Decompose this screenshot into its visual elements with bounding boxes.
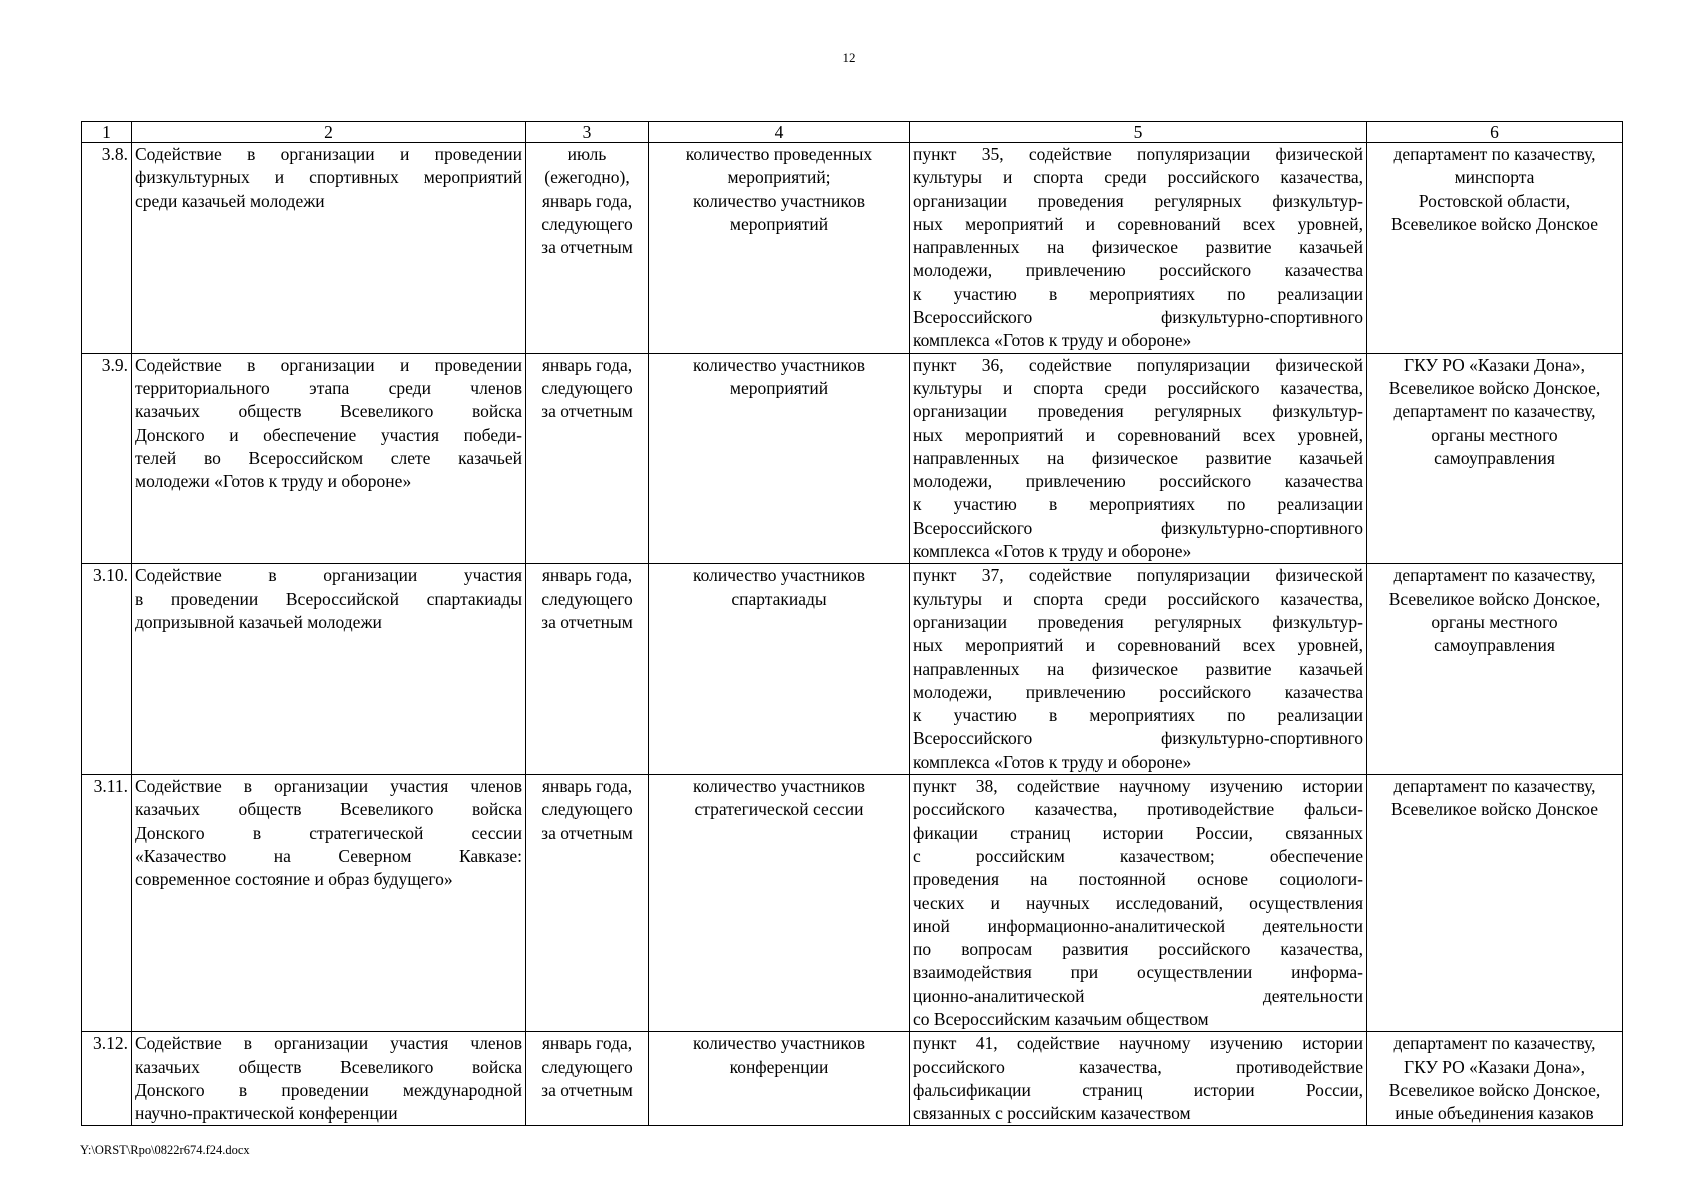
text-line: направленных на физическое развитие казачьей	[913, 237, 1363, 258]
responsible-cell	[1367, 143, 1623, 354]
text-line: молодежи, привлечению российского казачества	[913, 260, 1363, 281]
text-line: среди казачьей молодежи	[135, 190, 325, 211]
table-row	[82, 353, 1623, 564]
text-line: в проведении Всероссийской спартакиады	[135, 588, 522, 609]
table-row	[82, 143, 1623, 354]
text-line: январь года,	[541, 776, 633, 797]
text-line: департамент по казачеству,	[1393, 1033, 1596, 1054]
text-line: Всевеликое войско Донское,	[1388, 1079, 1601, 1100]
text-line: спартакиады	[731, 588, 827, 609]
text-line: к участию в мероприятиях по реализации	[913, 283, 1363, 304]
text-line: казачьих обществ Всевеликого войска	[135, 799, 522, 820]
file-path-footer: Y:\ORST\Rpo\0822r674.f24.docx	[80, 1143, 250, 1157]
text-line: Содействие в организации и проведении	[135, 144, 522, 164]
text-line: за отчетным	[541, 237, 633, 258]
basis-cell	[910, 775, 1367, 1032]
text-line: фикации страниц истории России, связанных	[913, 822, 1363, 843]
text-line: январь года,	[541, 354, 633, 375]
text-line: количество участников	[692, 565, 865, 586]
text-line: фальсификации страниц истории России,	[913, 1079, 1363, 1100]
text-line: Всероссийского физкультурно-спортивного	[913, 517, 1363, 538]
indicator-cell	[649, 353, 910, 564]
text-line: ционно-аналитической деятельности	[913, 985, 1363, 1006]
text-line: январь года,	[541, 565, 633, 586]
text-line: количество участников	[692, 776, 865, 797]
text-line: российского казачества, противодействие	[913, 1056, 1363, 1077]
text-line: иной информационно-аналитической деятельности	[913, 915, 1363, 936]
text-line: январь года,	[541, 1033, 633, 1054]
text-line: органы местного	[1431, 611, 1558, 632]
text-line: Всевеликое войско Донское	[1390, 213, 1599, 234]
table-row	[82, 775, 1623, 1032]
table-row	[82, 1032, 1623, 1126]
activity-cell	[132, 143, 526, 354]
text-line: мероприятий	[729, 213, 829, 234]
activity-cell	[132, 564, 526, 775]
text-line: департамент по казачеству,	[1393, 144, 1596, 164]
text-line: следующего	[541, 1056, 633, 1077]
text-line: к участию в мероприятиях по реализации	[913, 494, 1363, 515]
text-line: со Всероссийским казачьим обществом	[913, 1008, 1209, 1029]
responsible-cell	[1367, 775, 1623, 1032]
text-line: ГКУ РО «Казаки Дона»,	[1404, 354, 1585, 375]
text-line: (ежегодно),	[544, 167, 630, 188]
text-line: комплекса «Готов к труду и обороне»	[913, 751, 1192, 772]
text-line: современное состояние и образ будущего»	[135, 869, 453, 890]
text-line: департамент по казачеству,	[1393, 565, 1596, 586]
text-line: пункт 38, содействие научному изучению истории	[913, 776, 1363, 797]
text-line: департамент по казачеству,	[1393, 776, 1596, 797]
header-cell: 6	[1367, 122, 1623, 143]
text-line: Содействие в организации участия членов	[135, 776, 522, 797]
deadline-cell	[526, 143, 649, 354]
text-line: январь года,	[541, 190, 633, 211]
text-line: направленных на физическое развитие казачьей	[913, 447, 1363, 468]
text-line: культуры и спорта среди российского казачества,	[913, 167, 1363, 188]
text-line: количество проведенных	[685, 144, 873, 164]
activity-cell	[132, 775, 526, 1032]
text-line: ных мероприятий и соревнований всех уровней,	[913, 213, 1363, 234]
text-line: количество участников	[692, 190, 865, 211]
text-line: «Казачество на Северном Кавказе:	[135, 845, 522, 866]
deadline-cell	[526, 564, 649, 775]
text-line: следующего	[541, 799, 633, 820]
text-line: ных мероприятий и соревнований всех уровней,	[913, 424, 1363, 445]
text-line: молодежи «Готов к труду и обороне»	[135, 471, 412, 492]
text-line: ческих и научных исследований, осуществления	[913, 892, 1363, 913]
text-line: стратегической сессии	[694, 799, 864, 820]
page-number: 12	[842, 50, 856, 65]
text-line: направленных на физическое развитие казачьей	[913, 658, 1363, 679]
text-line: количество участников	[692, 354, 865, 375]
text-line: территориального этапа среди членов	[135, 377, 522, 398]
text-line: телей во Всероссийском слете казачьей	[135, 447, 522, 468]
text-line: культуры и спорта среди российского казачества,	[913, 588, 1363, 609]
indicator-cell	[649, 143, 910, 354]
text-line: Всероссийского физкультурно-спортивного	[913, 728, 1363, 749]
basis-cell	[910, 564, 1367, 775]
text-line: молодежи, привлечению российского казачества	[913, 681, 1363, 702]
basis-cell	[910, 143, 1367, 354]
header-cell: 2	[132, 122, 526, 143]
text-line: департамент по казачеству,	[1393, 401, 1596, 422]
text-line: Донского в стратегической сессии	[135, 822, 522, 843]
table-header-row	[82, 122, 1623, 143]
text-line: самоуправления	[1434, 447, 1555, 468]
text-line: ГКУ РО «Казаки Дона»,	[1404, 1056, 1585, 1077]
responsible-cell	[1367, 353, 1623, 564]
text-line: самоуправления	[1434, 635, 1555, 656]
header-cell: 1	[82, 122, 132, 143]
text-line: организации проведения регулярных физкультур-	[913, 611, 1363, 632]
text-line: за отчетным	[541, 822, 633, 843]
text-line: допризывной казачьей молодежи	[135, 611, 382, 632]
text-line: количество участников	[692, 1033, 865, 1054]
basis-cell	[910, 353, 1367, 564]
text-line: за отчетным	[541, 401, 633, 422]
text-line: комплекса «Готов к труду и обороне»	[913, 330, 1192, 351]
text-line: проведения на постоянной основе социологи-	[913, 869, 1363, 890]
text-line: физкультурных и спортивных мероприятий	[135, 167, 522, 188]
row-number: 3.8.	[82, 143, 132, 354]
text-line: культуры и спорта среди российского казачества,	[913, 377, 1363, 398]
text-line: Содействие в организации участия	[135, 565, 522, 586]
text-line: пункт 36, содействие популяризации физической	[913, 354, 1363, 375]
text-line: Всевеликое войско Донское,	[1388, 588, 1601, 609]
header-cell: 4	[649, 122, 910, 143]
indicator-cell	[649, 564, 910, 775]
text-line: органы местного	[1431, 424, 1558, 445]
row-number: 3.10.	[82, 564, 132, 775]
text-line: минспорта	[1454, 167, 1535, 188]
table-row	[82, 564, 1623, 775]
text-line: организации проведения регулярных физкультур-	[913, 401, 1363, 422]
text-line: ных мероприятий и соревнований всех уровней,	[913, 635, 1363, 656]
text-line: научно-практической конференции	[135, 1103, 398, 1124]
text-line: казачьих обществ Всевеликого войска	[135, 401, 522, 422]
text-line: за отчетным	[541, 611, 633, 632]
text-line: к участию в мероприятиях по реализации	[913, 705, 1363, 726]
text-line: связанных с российским казачеством	[913, 1103, 1191, 1124]
text-line: Всевеликое войско Донское	[1390, 799, 1599, 820]
row-number: 3.9.	[82, 353, 132, 564]
text-line: казачьих обществ Всевеликого войска	[135, 1056, 522, 1077]
deadline-cell	[526, 353, 649, 564]
text-line: взаимодействия при осуществлении информа-	[913, 962, 1363, 983]
text-line: иные объединения казаков	[1395, 1103, 1594, 1124]
text-line: пункт 37, содействие популяризации физической	[913, 565, 1363, 586]
row-number: 3.12.	[82, 1032, 132, 1126]
text-line: следующего	[541, 377, 633, 398]
text-line: по вопросам развития российского казачества,	[913, 939, 1363, 960]
text-line: молодежи, привлечению российского казачества	[913, 471, 1363, 492]
text-line: Всероссийского физкультурно-спортивного	[913, 307, 1363, 328]
text-line: Содействие в организации участия членов	[135, 1033, 522, 1054]
deadline-cell	[526, 775, 649, 1032]
text-line: российского казачества, противодействие фальси-	[913, 799, 1363, 820]
text-line: Содействие в организации и проведении	[135, 354, 522, 375]
text-line: следующего	[541, 588, 633, 609]
indicator-cell	[649, 775, 910, 1032]
responsible-cell	[1367, 564, 1623, 775]
activity-cell	[132, 353, 526, 564]
text-line: пункт 35, содействие популяризации физической	[913, 144, 1363, 164]
activity-cell	[132, 1032, 526, 1126]
text-line: мероприятий;	[727, 167, 831, 188]
text-line: июль	[567, 144, 607, 164]
row-number: 3.11.	[82, 775, 132, 1032]
text-line: мероприятий	[729, 377, 829, 398]
activities-table	[81, 121, 1623, 1126]
header-cell: 5	[910, 122, 1367, 143]
text-line: организации проведения регулярных физкультур-	[913, 190, 1363, 211]
text-line: Ростовской области,	[1418, 190, 1571, 211]
basis-cell	[910, 1032, 1367, 1126]
text-line: Донского в проведении международной	[135, 1079, 522, 1100]
text-line: комплекса «Готов к труду и обороне»	[913, 541, 1192, 562]
text-line: с российским казачеством; обеспечение	[913, 845, 1363, 866]
header-cell: 3	[526, 122, 649, 143]
text-line: следующего	[541, 213, 633, 234]
text-line: Донского и обеспечение участия победи-	[135, 424, 522, 445]
deadline-cell	[526, 1032, 649, 1126]
text-line: за отчетным	[541, 1079, 633, 1100]
indicator-cell	[649, 1032, 910, 1126]
text-line: пункт 41, содействие научному изучению истории	[913, 1033, 1363, 1054]
text-line: Всевеликое войско Донское,	[1388, 377, 1601, 398]
responsible-cell	[1367, 1032, 1623, 1126]
text-line: конференции	[729, 1056, 829, 1077]
